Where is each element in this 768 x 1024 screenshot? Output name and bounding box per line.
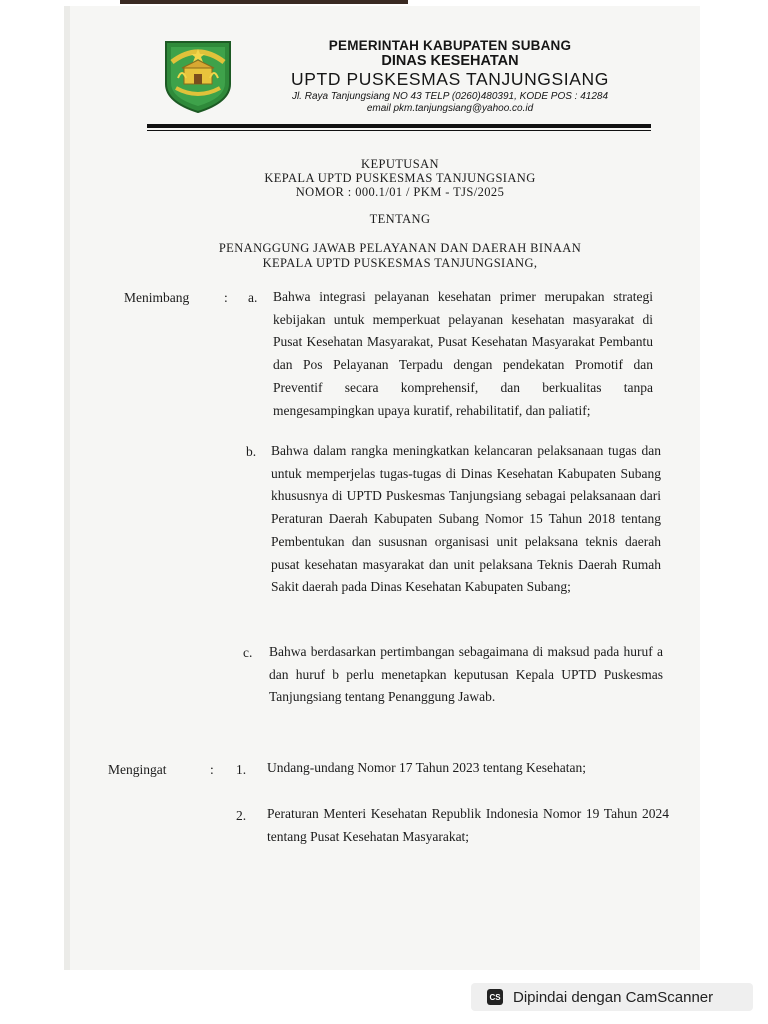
mengingat-item-1-marker: 1. [236, 762, 247, 777]
menimbang-item-c-marker: c. [243, 645, 253, 660]
mengingat-item-2-marker: 2. [236, 808, 247, 823]
decree-number: NOMOR : 000.1/01 / PKM - TJS/2025 [295, 185, 505, 199]
menimbang-item-b-text: Bahwa dalam rangka meningkatkan kelancaran pelaksanaan tugas dan untuk memperjelas tugas-tugas di Dinas Kesehatan Kabupaten Subang khususnya di UPTD Puskesmas Tanjungsiang sebagai pelaksanaan dari Peraturan Daerah Kabupaten Subang Nomor 15 Tahun 2018 tentang Pembentukan dan sususnan organisasi unit pelaksana teknis daerah pusat kesehatan masyarakat dan unit pelaksana Teknis Daerah Rumah Sakit daerah pada Dinas Kesehatan Kabupaten Subang; [271, 443, 661, 595]
menimbang-item-a-marker: a. [248, 290, 258, 305]
letterhead-agency: DINAS KESEHATAN [381, 53, 519, 69]
menimbang-item-a-text: Bahwa integrasi pelayanan kesehatan primer merupakan strategi kebijakan untuk memperkuat pelayanan kesehatan masyarakat di Pusat Kesehatan Masyarakat, Pusat Kesehatan Masyarakat Pembantu dan Pos Pelayanan Terpadu dengan pendekatan Promotif dan Preventif secara komprehensif, dan berkualitas tanpa mengesampingkan upaya kuratif, rehabilitatif, dan paliatif; [273, 289, 653, 418]
letterhead-address: Jl. Raya Tanjungsiang NO 43 TELP (0260)480391, KODE POS : 41284 [291, 91, 609, 102]
menimbang-item-b-marker: b. [246, 444, 257, 459]
letterhead-email: email pkm.tanjungsiang@yahoo.co.id [366, 103, 534, 114]
letterhead [240, 38, 660, 115]
letterhead-divider-thin [147, 130, 651, 131]
menimbang-item-c-text: Bahwa berdasarkan pertimbangan sebagaimana di maksud pada huruf a dan huruf b perlu menetapkan keputusan Kepala UPTD Puskesmas Tanjungsiang tentang Penanggung Jawab. [269, 644, 663, 705]
decree-subject-line1: PENANGGUNG JAWAB PELAYANAN DAN DAERAH BINAAN [218, 241, 582, 255]
letterhead-divider-thick [147, 124, 651, 128]
mengingat-colon: : [210, 762, 214, 777]
subang-regency-emblem-icon [162, 38, 234, 114]
mengingat-item-1-text: Undang-undang Nomor 17 Tahun 2023 tentang Kesehatan; [267, 760, 586, 775]
decree-about: TENTANG [369, 212, 431, 226]
letterhead-government: PEMERINTAH KABUPATEN SUBANG [328, 38, 572, 53]
camscanner-icon: CS [487, 989, 503, 1005]
decree-title: KEPUTUSAN [361, 157, 439, 171]
menimbang-label: Menimbang [124, 290, 190, 305]
letterhead-unit: UPTD PUSKESMAS TANJUNGSIANG [291, 69, 609, 89]
mengingat-label: Mengingat [108, 762, 167, 777]
camscanner-badge [471, 983, 753, 1011]
decree-issuer: KEPALA UPTD PUSKESMAS TANJUNGSIANG [264, 171, 536, 185]
menimbang-colon: : [224, 290, 228, 305]
mengingat-item-2-text: Peraturan Menteri Kesehatan Republik Indonesia Nomor 19 Tahun 2024 tentang Pusat Kesehatan Masyarakat; [267, 806, 669, 844]
top-scan-edge [120, 0, 408, 4]
decree-subject-line2: KEPALA UPTD PUSKESMAS TANJUNGSIANG, [262, 256, 538, 270]
camscanner-text: Dipindai dengan CamScanner [513, 988, 714, 1006]
